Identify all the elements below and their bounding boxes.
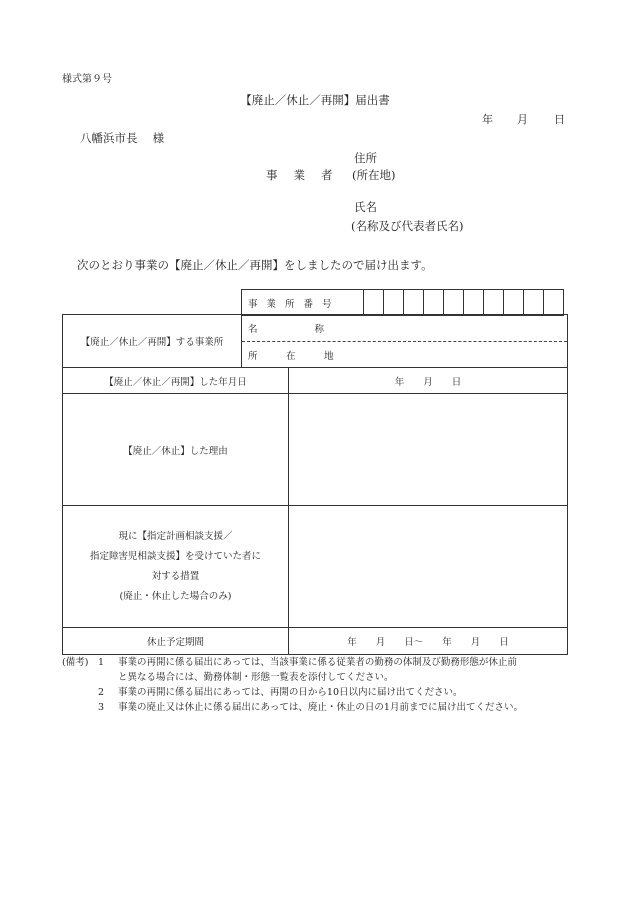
measures-line-3: 対する措置 (151, 570, 200, 582)
measures-line-2: 指定障害児相談支援】を受けていた者に (89, 550, 261, 562)
office-location-label: 所 在 地 (248, 350, 334, 362)
measures-line-1: 現に【指定計画相談支援／ (118, 530, 233, 542)
period-field[interactable] (289, 628, 568, 655)
reason-field[interactable] (289, 394, 568, 506)
office-number-digit[interactable] (484, 290, 504, 316)
office-number-table (241, 289, 564, 316)
office-number-digit[interactable] (544, 290, 564, 316)
name-sub-label: (名称及び代表者氏名) (351, 219, 464, 233)
date-row-value: 年 月 日 (394, 376, 462, 388)
office-row-label: 【廃止／休止／再開】する事業所 (63, 315, 242, 368)
addressee: 八幡浜市長 様 (80, 131, 165, 145)
measures-field[interactable] (289, 506, 568, 628)
office-name-field[interactable] (242, 315, 568, 342)
date-day: 日 (554, 113, 565, 126)
date-row-label: 【廃止／休止／再開】した年月日 (63, 368, 289, 394)
form-number: 様式第９号 (62, 74, 112, 85)
note-text: 事業の再開に係る届出にあっては、再開の日から10日以内に届け出てください。 (118, 687, 463, 698)
office-name-label: 名 称 (248, 324, 325, 335)
office-number-digit[interactable] (504, 290, 524, 316)
date-month: 月 (517, 113, 528, 126)
office-number-digit[interactable] (384, 290, 404, 316)
date-row-field[interactable] (289, 368, 568, 394)
measures-label (63, 506, 289, 628)
details-table (62, 367, 568, 655)
note-number: 2 (98, 687, 105, 698)
intro-text: 次のとおり事業の【廃止／休止／再開】をしましたので届け出ます。 (77, 258, 433, 272)
address-label: 住所 (354, 151, 377, 165)
office-number-digit[interactable] (464, 290, 484, 316)
period-label: 休止予定期間 (63, 628, 289, 655)
office-number-digit[interactable] (404, 290, 424, 316)
note-number: 3 (98, 702, 105, 713)
note-text: 事業の再開に係る届出にあっては、当該事業に係る従業者の勤務の体制及び勤務形態が休止前 (118, 657, 517, 668)
submission-date[interactable] (482, 111, 565, 127)
period-value: 年 月 日～ 年 月 日 (347, 637, 509, 648)
office-number-label: 事業所番号 (242, 290, 364, 316)
note-text: と異なる場合には、勤務体制・形態一覧表を添付してください。 (118, 672, 394, 683)
notes-section (62, 655, 523, 715)
note-text: 事業の廃止又は休止に係る届出にあっては、廃止・休止の日の1月前までに届け出てください。 (118, 702, 523, 713)
office-number-digit[interactable] (364, 290, 384, 316)
office-number-digit[interactable] (524, 290, 544, 316)
reason-label: 【廃止／休止】した理由 (63, 394, 289, 506)
office-number-digit[interactable] (424, 290, 444, 316)
office-location-field[interactable] (242, 342, 568, 368)
measures-line-4: (廃止・休止した場合のみ) (119, 590, 232, 602)
date-year: 年 (482, 113, 493, 126)
notes-header: (備考) (62, 657, 89, 668)
applicant-role: 事業者 (266, 168, 349, 182)
main-form-table (62, 314, 568, 368)
location-paren-label: (所在地) (352, 168, 396, 182)
document-title: 【廃止／休止／再開】届出書 (240, 93, 390, 107)
name-label: 氏名 (354, 200, 377, 214)
office-number-digit[interactable] (444, 290, 464, 316)
note-number: 1 (98, 657, 105, 668)
